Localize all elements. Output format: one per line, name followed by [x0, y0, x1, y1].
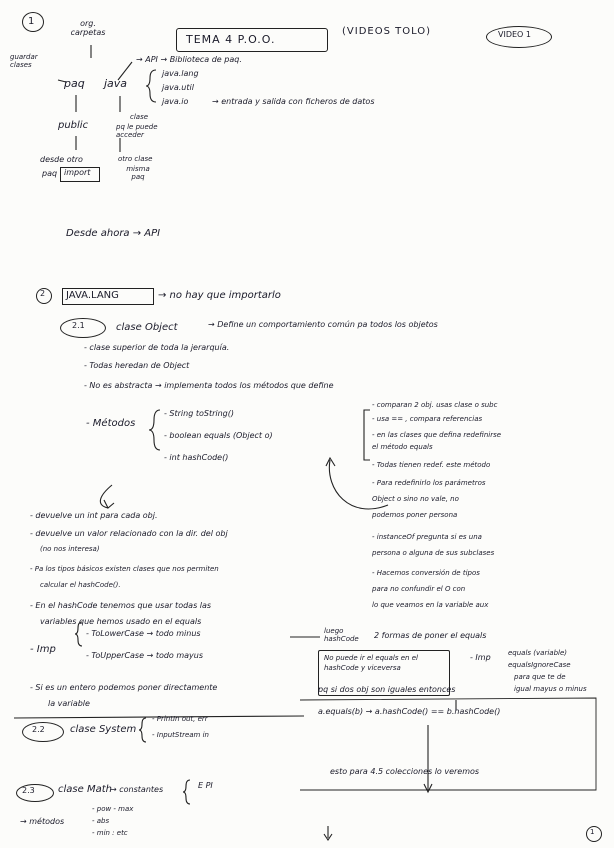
right-note-2: - en las clases que defina redefinirse	[372, 431, 502, 439]
video-tag: VIDEO 1	[498, 30, 531, 39]
right-note-4: - Todas tienen redef. este método	[372, 461, 491, 469]
system-item-1: - InputStream in	[152, 731, 209, 739]
java-util-pkg: java.util	[162, 83, 194, 92]
guardar-clases-note: guardar clases	[10, 53, 38, 69]
paq-label: paq	[64, 77, 85, 90]
note-box-text: No puede ir el equals en el hashCode y viceversa	[324, 654, 418, 672]
imp2-item-3: igual mayus o minus	[514, 685, 587, 693]
page-title: TEMA 4 P.O.O.	[186, 33, 276, 46]
right-note-9: persona o alguna de sus subclases	[372, 549, 495, 557]
subsection-2-3-number: 2.3	[22, 786, 35, 795]
a-equals-b: a.equals(b) → a.hashCode() == b.hashCode()	[318, 707, 501, 716]
desde-ahora-api: Desde ahora → API	[66, 228, 161, 239]
si-entero-note: - Si es un entero podemos poner directamente	[30, 683, 218, 692]
system-item-0: - PrintIn out, err	[152, 715, 208, 723]
math-method-1: - pow - max	[92, 805, 134, 813]
bullet-0: - clase superior de toda la jerarquía.	[84, 343, 230, 352]
no-hay-importarlo: → no hay que importarlo	[158, 290, 281, 301]
clase-math-heading: clase Math	[58, 784, 112, 795]
brace-methods	[149, 410, 160, 450]
left-note-4: calcular el hashCode().	[40, 581, 121, 589]
imp-item-lower: - ToLowerCase → todo minus	[86, 629, 201, 638]
section2-number: 2	[40, 289, 46, 298]
corner-page-number: 1	[590, 828, 595, 836]
clase-system-heading: clase System	[70, 724, 137, 735]
imp2-item-2: para que te de	[514, 673, 566, 681]
luego-hashcode-note: luego hashCode	[324, 627, 359, 643]
math-const-vals: E PI	[198, 781, 213, 790]
right-note-5: - Para redefinirlo los parámetros	[372, 479, 486, 487]
otro-clase-note: otro clase	[118, 155, 153, 163]
right-note-1: - usa == , compara referencias	[372, 415, 483, 423]
left-note-0: - devuelve un int para cada obj.	[30, 511, 158, 520]
org-carpetas-note: org. carpetas	[70, 19, 106, 37]
paq-note: paq	[42, 169, 58, 178]
clase-object-define: → Define un comportamiento común pa todos los objetos	[208, 320, 438, 329]
clase-object-heading: clase Object	[116, 322, 178, 333]
clase-note: clase	[130, 113, 149, 121]
bullet-1: - Todas heredan de Object	[84, 361, 190, 370]
right-note-0: - comparan 2 obj. usas clase o subc	[372, 401, 498, 409]
imp-label: - Imp	[30, 644, 56, 655]
left-note-5: - En el hashCode tenemos que usar todas las	[30, 601, 212, 610]
right-note-10: - Hacemos conversión de tipos	[372, 569, 480, 577]
left-note-1: - devuelve un valor relacionado con la dir. del obj	[30, 529, 228, 538]
desde-otro-note: desde otro	[40, 155, 83, 164]
right-note-11: para no confundir el O con	[372, 585, 466, 593]
math-metodos: → métodos	[20, 817, 65, 826]
method-tostring: - String toString()	[164, 409, 234, 418]
esto-para-colecciones: esto para 4.5 colecciones lo veremos	[330, 767, 480, 776]
right-note-8: - instanceOf pregunta si es una	[372, 533, 482, 541]
page-subtitle: (VIDEOS TOLO)	[342, 26, 432, 37]
bullet-2: - No es abstracta → implementa todos los métodos que define	[84, 381, 334, 390]
math-method-2: - abs	[92, 817, 110, 825]
brace-java-packages	[146, 70, 156, 102]
dos-formas-equals: 2 formas de poner el equals	[374, 631, 487, 640]
la-variable-note: la variable	[48, 699, 90, 708]
imp2-label: - Imp	[470, 653, 491, 662]
java-label: java	[104, 77, 128, 90]
public-label: public	[58, 120, 89, 131]
java-io-pkg: java.io	[162, 97, 189, 106]
java-lang-pkg: java.lang	[162, 69, 199, 78]
misma-paq-note: misma paq	[126, 165, 150, 181]
right-note-3: el método equals	[372, 443, 433, 451]
java-lang-heading: JAVA.LANG	[66, 290, 119, 301]
imp2-item-1: equalsIgnoreCase	[508, 661, 571, 669]
java-io-desc: → entrada y salida con ficheros de datos	[212, 97, 375, 106]
method-hashcode: - int hashCode()	[164, 453, 229, 462]
imp-item-upper: - ToUpperCase → todo mayus	[86, 651, 204, 660]
metodos-label: - Métodos	[86, 418, 136, 429]
left-note-3: - Pa los tipos básicos existen clases que nos permiten	[30, 565, 219, 573]
method-equals: - boolean equals (Object o)	[164, 431, 273, 440]
right-note-6: Object o sino no vale, no	[372, 495, 459, 503]
left-note-6: variables que hemos usado en el equals	[40, 617, 202, 626]
si-dos-obj-note: pq si dos obj son iguales entonces	[318, 685, 456, 694]
api-line: → API → Biblioteca de paq.	[136, 55, 242, 64]
right-note-12: lo que veamos en la variable aux	[372, 601, 489, 609]
subsection-2-2-number: 2.2	[32, 725, 45, 734]
math-method-3: - min : etc	[92, 829, 128, 837]
imp2-item-0: equals (variable)	[508, 649, 567, 657]
page-number: 1	[28, 16, 35, 27]
right-note-7: podemos poner persona	[372, 511, 458, 519]
pq-le-puede-note: pq le puede acceder	[116, 123, 158, 139]
left-note-2: (no nos interesa)	[40, 545, 100, 553]
math-constantes: → constantes	[110, 785, 164, 794]
subsection-2-1-number: 2.1	[72, 321, 85, 330]
import-label: import	[64, 168, 91, 177]
